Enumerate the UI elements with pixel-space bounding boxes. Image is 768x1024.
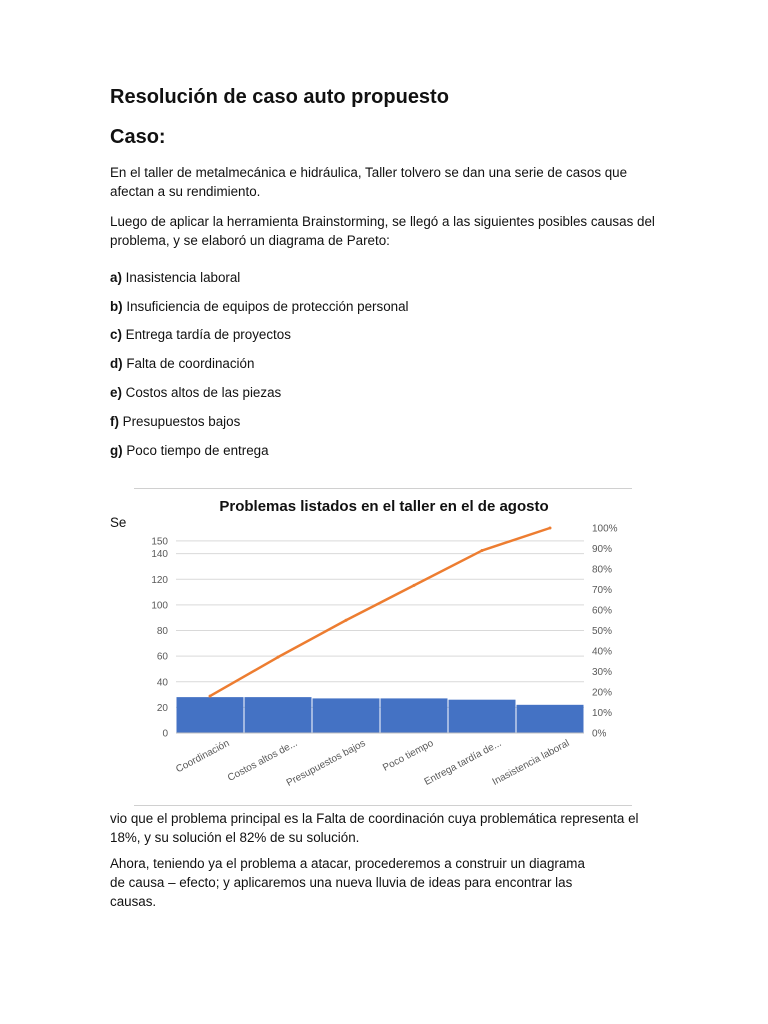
cause-letter: e) (110, 385, 122, 400)
cause-item (110, 297, 409, 316)
cause-item (110, 325, 291, 344)
chart-title: Problemas listados en el taller en el de agosto (219, 498, 549, 515)
y2-tick-label: 0% (592, 728, 607, 740)
cause-text: Poco tiempo de entrega (126, 443, 269, 458)
y-tick-label: 20 (156, 702, 168, 714)
page-title: Resolución de caso auto propuesto (110, 86, 449, 108)
y-tick-label: 120 (151, 574, 168, 586)
y-tick-label: 140 (151, 549, 168, 561)
y2-tick-label: 60% (592, 605, 613, 617)
chart-bar (449, 700, 516, 733)
y2-tick-label: 100% (592, 523, 618, 535)
conclusion-paragraph: vio que el problema principal es la Falta de coordinación cuya problemática representa el 18%, y su solución el 82% de su solución. (110, 811, 639, 845)
x-tick-label: Coordinación (174, 737, 232, 776)
cause-text: Falta de coordinación (126, 356, 255, 371)
x-tick-label: Inasistencia laboral (490, 737, 572, 788)
chart-bar (245, 697, 312, 733)
y2-tick-label: 50% (592, 626, 613, 637)
cause-letter: a) (110, 270, 122, 285)
y2-tick-label: 10% (592, 708, 613, 719)
y-tick-label: 100 (151, 600, 168, 612)
chart-bar (381, 698, 448, 733)
chart-bar (313, 698, 380, 733)
cause-item (110, 383, 281, 402)
cumulative-point (277, 656, 280, 659)
pareto-chart (134, 488, 632, 806)
cumulative-point (481, 549, 484, 552)
y2-tick-label: 90% (592, 544, 613, 555)
cumulative-point (549, 527, 552, 530)
next-steps-paragraph: Ahora, teniendo ya el problema a atacar, procederemos a construir un diagrama de causa – efecto; y aplicaremos una nueva lluvia de ideas para encontrar las causas. (110, 856, 585, 909)
y2-tick-label: 20% (592, 687, 613, 699)
cause-item (110, 441, 269, 460)
cause-letter: g) (110, 443, 123, 458)
cause-text: Presupuestos bajos (122, 414, 241, 429)
chart-bars (177, 697, 584, 733)
method-paragraph: Luego de aplicar la herramienta Brainstorming, se llegó a las siguientes posibles causas del problema, y se elaboró un diagrama de Pareto: (110, 214, 655, 248)
chart-cumulative-line (209, 527, 552, 698)
y2-tick-label: 30% (592, 667, 613, 678)
y-tick-label: 0 (162, 728, 168, 740)
cause-letter: b) (110, 299, 123, 314)
cumulative-point (209, 695, 212, 698)
intro-paragraph: En el taller de metalmecánica e hidráulica, Taller tolvero se dan una serie de casos que afectan a su rendimiento. (110, 165, 628, 199)
x-tick-label: Costos altos de... (226, 737, 300, 784)
y-tick-label: 60 (156, 651, 168, 663)
cumulative-point (345, 619, 348, 622)
sentence-fragment: Se (110, 515, 127, 530)
cause-text: Inasistencia laboral (125, 270, 241, 285)
cumulative-point (413, 584, 416, 587)
cause-item (110, 268, 240, 287)
cause-letter: d) (110, 356, 123, 371)
x-tick-label: Presupuestos bajos (284, 737, 368, 789)
cause-text: Entrega tardía de proyectos (125, 327, 291, 342)
x-tick-label: Entrega tardía de... (422, 737, 504, 788)
cause-letter: c) (110, 327, 122, 342)
y2-tick-label: 40% (592, 646, 613, 658)
y-tick-label: 80 (156, 626, 168, 637)
y-tick-label: 40 (156, 677, 168, 689)
y2-tick-label: 80% (592, 564, 613, 576)
y-tick-label: 150 (151, 536, 168, 548)
x-tick-label: Poco tiempo (381, 737, 436, 774)
y2-tick-label: 70% (592, 585, 613, 596)
chart-bar (177, 697, 244, 733)
cause-item (110, 412, 240, 431)
section-heading: Caso: (110, 126, 166, 148)
chart-bar (517, 705, 584, 733)
cause-text: Costos altos de las piezas (125, 385, 282, 400)
cause-item (110, 354, 254, 373)
cause-letter: f) (110, 414, 119, 429)
cause-text: Insuficiencia de equipos de protección personal (126, 299, 409, 314)
